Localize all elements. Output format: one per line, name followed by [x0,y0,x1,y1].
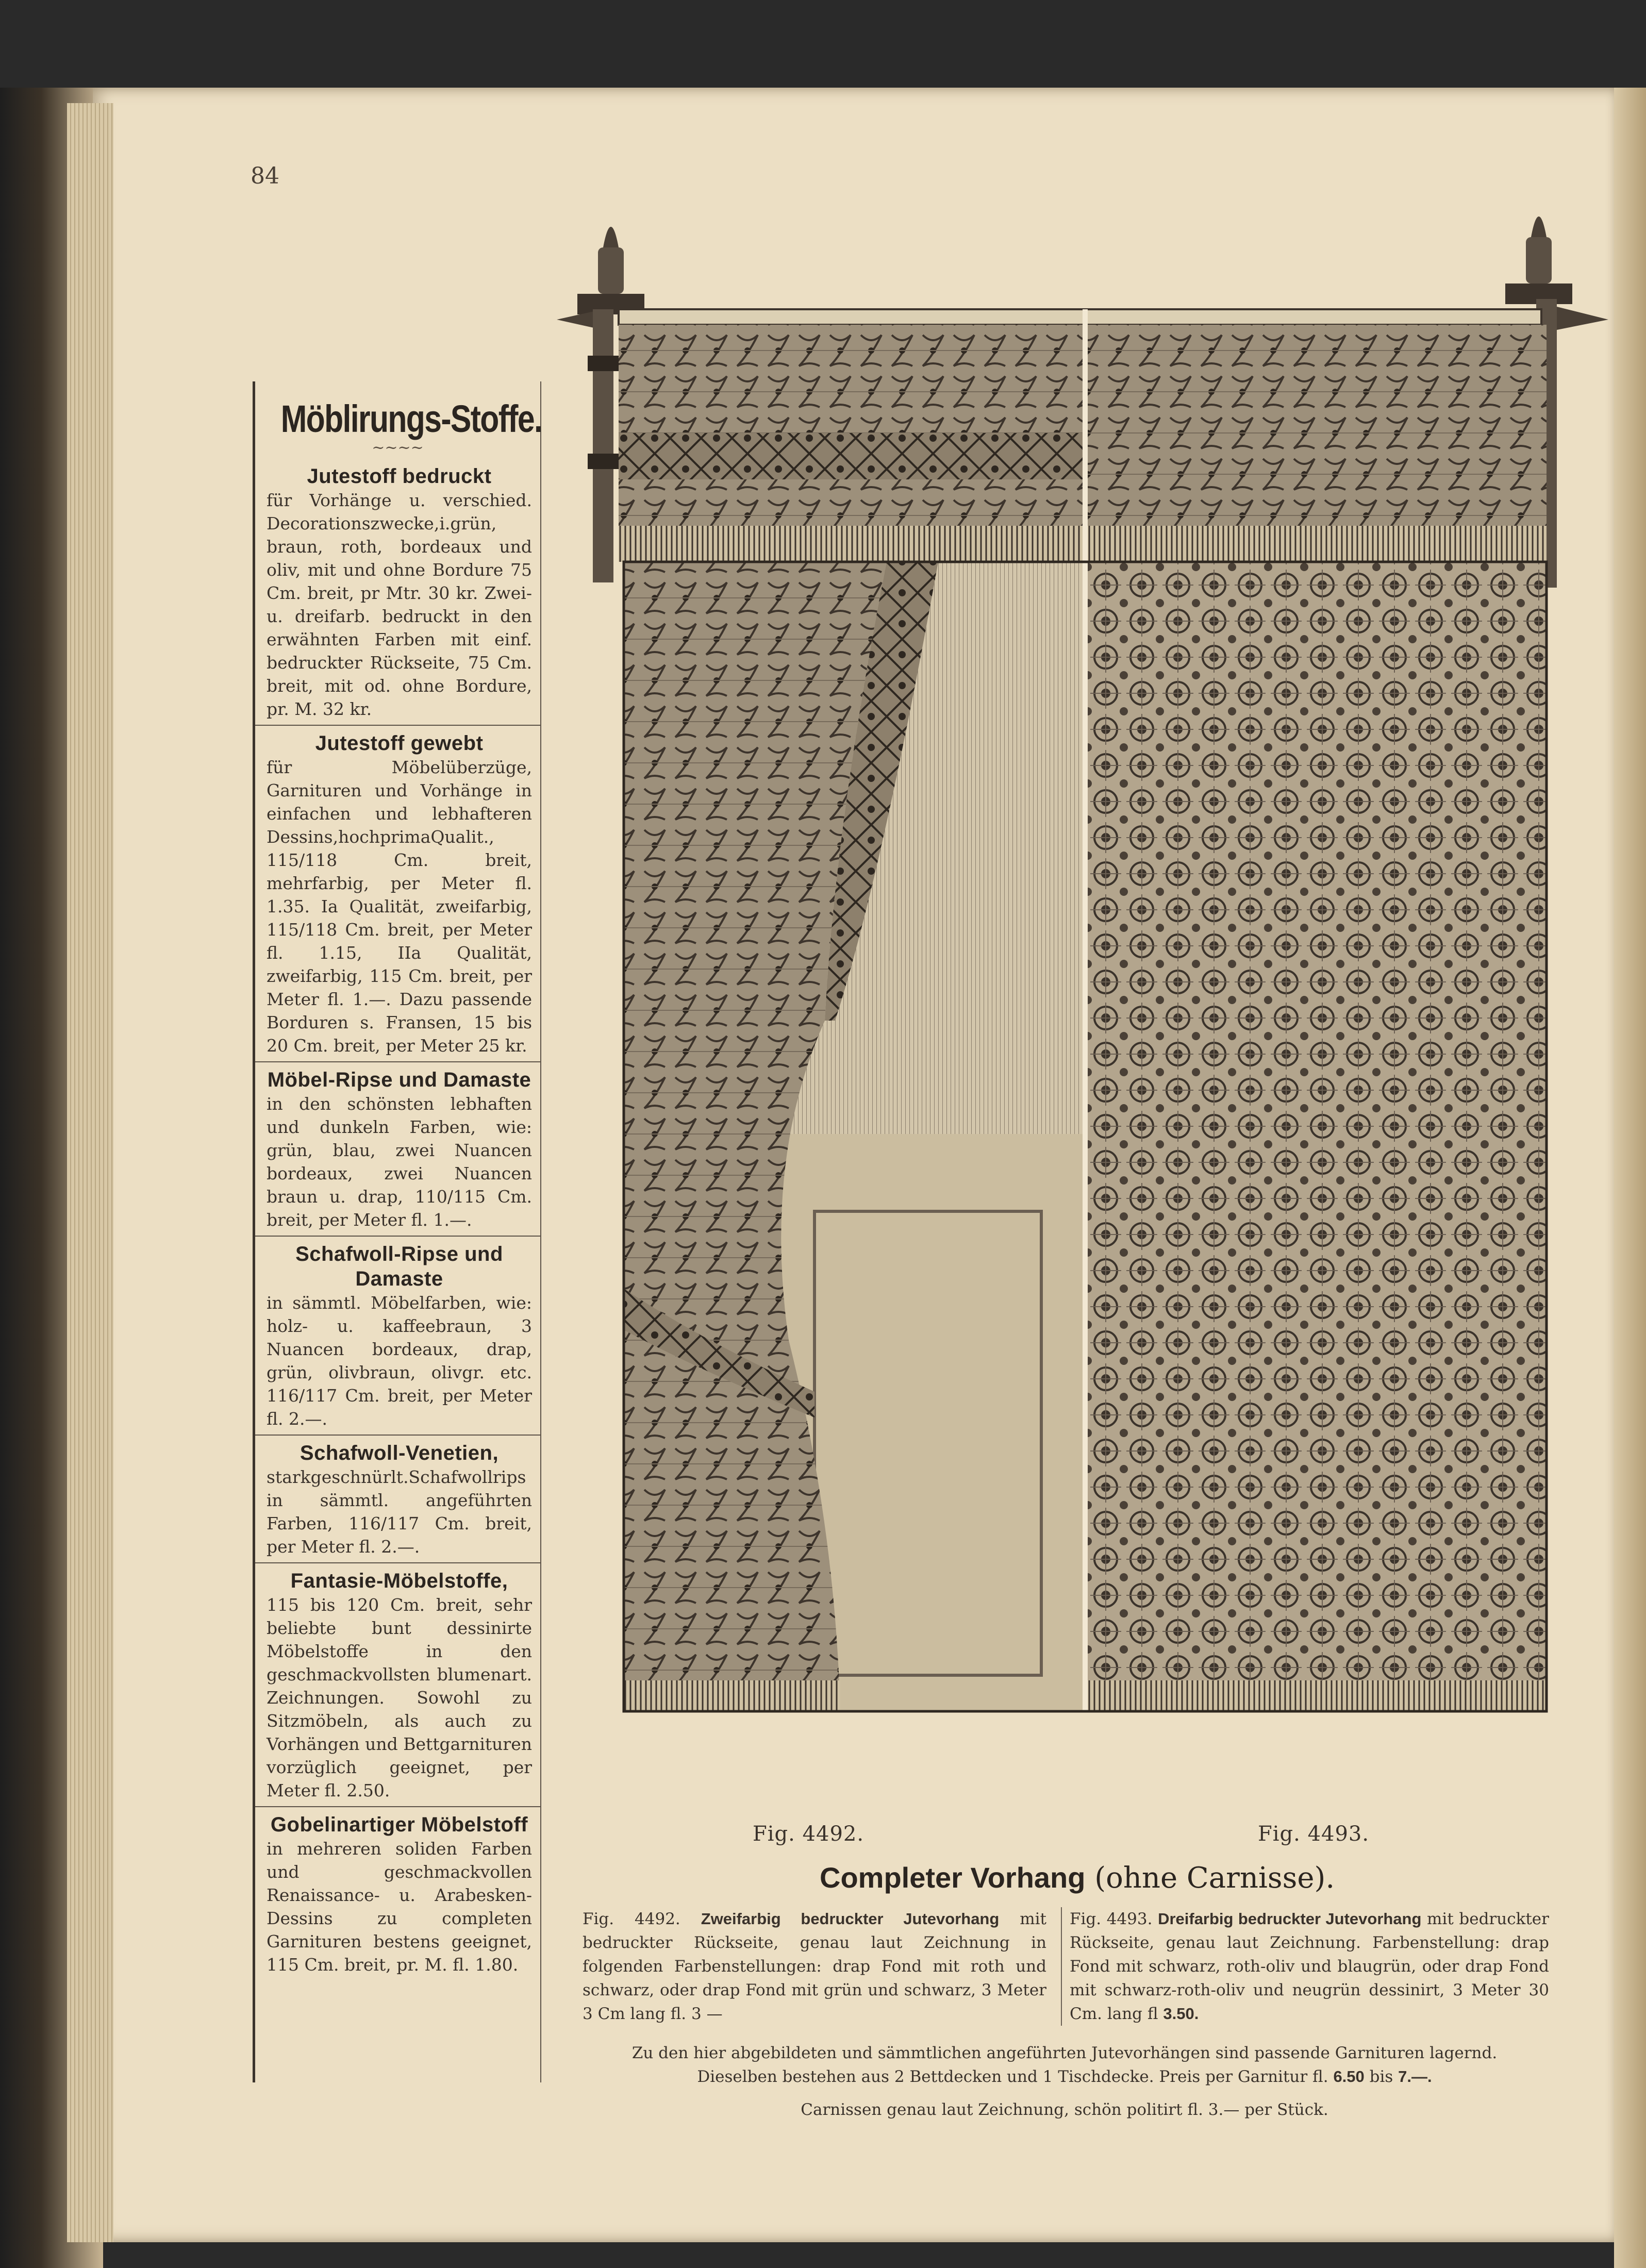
product-title [820,1861,1335,1895]
ad-title: Möblirungs-Stoffe. [280,397,542,440]
note-price: 6.50 [1333,2067,1365,2086]
ad-section-fantasie [255,1569,540,1807]
carnissen-note: Carnissen genau laut Zeichnung, schön politirt fl. 3.— per Stück. [801,2100,1328,2119]
ad-body: starkgeschnürlt.Schafwollrips in sämmtl. angeführten Farben, 116/117 Cm. breit, per Meter fl. 2.—. [267,1467,532,1557]
description-4493 [1070,1907,1549,2026]
curtain-4492 [624,562,1088,1711]
page-number: 84 [251,163,279,189]
fabric-advertisement [253,381,541,2082]
figure-caption-4493: Fig. 4493. [1258,1822,1370,1846]
desc-text: mit bedruckter Rückseite, genau laut Zeichnung. Farbenstellung: drap Fond mit schwarz, roth-oliv und blaugrün, oder drap Fond mit schwarz-roth-oliv und neugrün dessinirt, 3 Meter 30 Cm. lang fl [1070,1910,1549,2023]
ad-section-gobelin [255,1812,540,1980]
description-4492 [583,1907,1046,2026]
ad-body: in sämmtl. Möbelfarben, wie: holz- u. kaffeebraun, 3 Nuancen bordeaux, drap, grün, olivbraun, olivgr. etc. 116/117 Cm. breit, per Meter fl. 2.—. [267,1293,532,1429]
product-title-rest: (ohne Carnisse). [1094,1861,1335,1895]
ad-body: 115 bis 120 Cm. breit, sehr beliebte bunt dessinirte Möbelstoffe in den geschmackvollsten blumenart. Zeichnungen. Sowohl zu Sitzmöbeln, als auch zu Vorhängen und Bettgarnituren vorzüglich geeignet, per Meter fl. 2.50. [267,1595,532,1800]
desc-bold: Dreifarbig bedruckter Jutevorhang [1158,1910,1422,1928]
ad-body: für Möbelüberzüge, Garnituren und Vorhänge in einfachen und lebhafteren Dessins,hochprimaQualit., 115/118 Cm. breit, mehrfarbig, per Meter fl. 1.35. Ia Qualität, zweifarbig, 115/118 Cm. breit, per Meter fl. 1.15, IIa Qualität, zweifarbig, 115 Cm. breit, per Meter fl. 1.—. Dazu passende Borduren s. Fransen, 15 bis 20 Cm. breit, per Meter 25 kr. [267,757,532,1056]
ad-heading: Schafwoll-Ripse und Damaste [295,1243,503,1290]
figure-caption-4492: Fig. 4492. [753,1822,864,1846]
ad-heading: Fantasie-Möbelstoffe, [290,1570,508,1592]
column-divider [1061,1907,1062,2026]
note-price: 7.—. [1398,2067,1432,2086]
desc-fig-label: Fig. 4492. [583,1910,680,1928]
note-line: Zu den hier abgebildeten und sämmtlichen angeführten Jutevorhängen sind passende Garnituren lagernd. [631,2044,1498,2062]
product-title-bold: Completer Vorhang [820,1861,1086,1894]
note-text: Dieselben bestehen aus 2 Bettdecken und 1 Tischdecke. Preis per Garnitur fl. [697,2067,1328,2086]
ad-section-schafwoll-venetien [255,1441,540,1563]
ad-section-jute-printed [255,464,540,726]
ad-heading: Jutestoff gewebt [315,732,484,755]
curtain-illustration [546,206,1629,1825]
ad-body: für Vorhänge u. verschied. Decorationszwecke,i.grün, braun, roth, bordeaux und oliv, mit und ohne Bordure 75 Cm. breit, pr Mtr. 30 kr. Zwei- u. dreifarb. bedruckt in den erwähnten Farben mit einf. bedruckter Rückseite, 75 Cm. breit, mit od. ohne Bordure, pr. M. 32 kr. [267,490,532,719]
ad-heading: Schafwoll-Venetien, [300,1442,499,1464]
ad-section-jute-woven [255,731,540,1062]
ad-section-ripse-damaste [255,1068,540,1237]
ad-heading: Möbel-Ripse und Damaste [267,1069,531,1091]
ornament-swash: ~~~~ [372,439,424,457]
stacked-page-edges [67,103,113,2242]
note-line [583,2065,1547,2089]
ad-heading: Gobelinartiger Möbelstoff [270,1813,528,1836]
curtain-4493 [1088,562,1547,1711]
desc-bold: Zweifarbig bedruckter Jutevorhang [701,1910,1000,1928]
ad-heading: Jutestoff bedruckt [307,465,492,488]
desc-text: mit bedruckter Rückseite, genau laut Zeichnung in folgenden Farbenstellungen: drap Fond mit roth und schwarz, oder drap Fond mit grün und schwarz, 3 Meter 3 Cm lang fl. 3 — [583,1910,1047,2023]
desc-fig-label: Fig. 4493. [1070,1910,1153,1928]
ad-section-schafwoll-ripse [255,1242,540,1436]
ad-body: in den schönsten lebhaften und dunkeln Farben, wie: grün, blau, zwei Nuancen bordeaux, zwei Nuancen braun u. drap, 110/115 Cm. breit, per Meter fl. 1.—. [267,1094,532,1230]
note-text: bis [1369,2067,1393,2086]
garniture-note [583,2041,1547,2089]
desc-price: 3.50. [1163,2005,1199,2023]
curtain-rod [619,309,1541,325]
ad-body: in mehreren soliden Farben und geschmackvollen Renaissance- u. Arabesken-Dessins zu completen Garnituren bestens geeignet, 115 Cm. breit, pr. M. fl. 1.80. [267,1839,532,1975]
